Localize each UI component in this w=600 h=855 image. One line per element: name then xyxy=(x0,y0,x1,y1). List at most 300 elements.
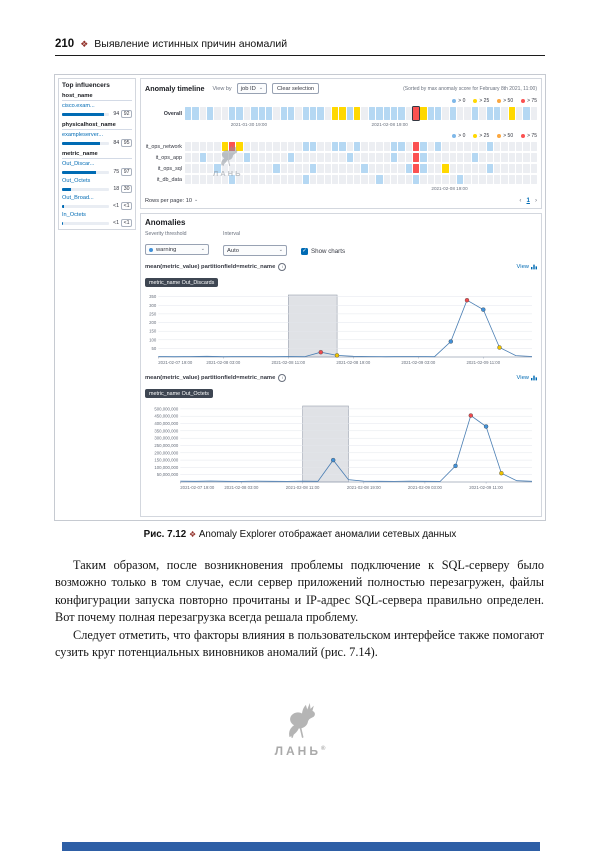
axis-date-label: 2021-02-08 19:00 xyxy=(431,186,468,191)
explorer-main-column xyxy=(140,78,542,517)
timeline-cell[interactable] xyxy=(361,175,367,184)
timeline-cell[interactable] xyxy=(295,153,301,162)
timeline-cell[interactable] xyxy=(332,153,338,162)
timeline-cell[interactable] xyxy=(325,107,331,120)
show-charts-checkbox[interactable] xyxy=(301,248,308,255)
timeline-cell[interactable] xyxy=(509,142,515,151)
timeline-cell[interactable] xyxy=(384,107,390,120)
timeline-cell[interactable] xyxy=(523,142,529,151)
timeline-cell[interactable] xyxy=(214,175,220,184)
timeline-cell[interactable] xyxy=(295,164,301,173)
influencer-max-score-badge: <1 xyxy=(121,219,132,227)
influencer-group xyxy=(62,93,132,118)
timeline-cell[interactable] xyxy=(464,164,470,173)
timeline-cell[interactable] xyxy=(376,107,382,120)
timeline-cell[interactable] xyxy=(236,164,242,173)
timeline-cell[interactable] xyxy=(354,142,360,151)
timeline-cell[interactable] xyxy=(317,164,323,173)
timeline-cell[interactable] xyxy=(207,175,213,184)
timeline-cell[interactable] xyxy=(406,153,412,162)
timeline-cell[interactable] xyxy=(325,142,331,151)
timeline-cell[interactable] xyxy=(384,142,390,151)
timeline-cell[interactable] xyxy=(450,164,456,173)
timeline-cell[interactable] xyxy=(487,175,493,184)
chart-plot[interactable] xyxy=(145,291,537,368)
timeline-cell[interactable] xyxy=(487,153,493,162)
timeline-cell[interactable] xyxy=(222,107,228,120)
timeline-cell[interactable] xyxy=(376,153,382,162)
timeline-cell[interactable] xyxy=(376,142,382,151)
timeline-cell[interactable] xyxy=(398,175,404,184)
timeline-cell[interactable] xyxy=(266,142,272,151)
timeline-cell[interactable] xyxy=(347,175,353,184)
timeline-cell[interactable] xyxy=(479,107,485,120)
show-charts-label: Show charts xyxy=(311,247,346,255)
view-chart-link[interactable]: View xyxy=(517,375,537,381)
timeline-cell[interactable] xyxy=(185,107,191,120)
severity-select[interactable] xyxy=(145,244,209,255)
influencer-item[interactable] xyxy=(62,195,132,210)
timeline-cell[interactable] xyxy=(266,175,272,184)
timeline-cell[interactable] xyxy=(273,153,279,162)
timeline-cell[interactable] xyxy=(310,142,316,151)
timeline-cell[interactable] xyxy=(259,153,265,162)
timeline-cell[interactable] xyxy=(457,153,463,162)
job-lane xyxy=(145,142,537,151)
timeline-cell[interactable] xyxy=(398,107,404,120)
timeline-cell[interactable] xyxy=(479,142,485,151)
timeline-cell[interactable] xyxy=(303,164,309,173)
timeline-cell[interactable] xyxy=(251,142,257,151)
timeline-cell[interactable] xyxy=(487,142,493,151)
rows-per-page-button[interactable] xyxy=(145,198,198,204)
timeline-cell[interactable] xyxy=(457,175,463,184)
timeline-cell[interactable] xyxy=(185,153,191,162)
svg-text:2021-02-07 19:00: 2021-02-07 19:00 xyxy=(180,484,215,490)
timeline-cell[interactable] xyxy=(332,175,338,184)
timeline-cell[interactable] xyxy=(295,142,301,151)
timeline-cell[interactable] xyxy=(457,107,463,120)
timeline-cell[interactable] xyxy=(214,142,220,151)
timeline-cell[interactable] xyxy=(464,175,470,184)
clear-selection-button[interactable]: Clear selection xyxy=(272,83,319,94)
legend-item: > 75 xyxy=(521,98,537,104)
job-lane-label: it_db_data xyxy=(156,176,182,183)
timeline-cell[interactable] xyxy=(487,164,493,173)
legend-item: > 0 xyxy=(452,133,465,139)
timeline-cell[interactable] xyxy=(428,175,434,184)
timeline-cell[interactable] xyxy=(310,107,316,120)
timeline-cell[interactable] xyxy=(244,153,250,162)
interval-value: Auto xyxy=(227,247,239,254)
timeline-cell[interactable] xyxy=(428,107,434,120)
timeline-cell[interactable] xyxy=(516,142,522,151)
timeline-cell[interactable] xyxy=(251,107,257,120)
timeline-cell[interactable] xyxy=(472,175,478,184)
timeline-cell[interactable] xyxy=(523,164,529,173)
info-icon[interactable]: i xyxy=(278,263,286,271)
timeline-cell[interactable] xyxy=(384,175,390,184)
timeline-cell[interactable] xyxy=(479,164,485,173)
timeline-cell[interactable] xyxy=(244,142,250,151)
caption-number: Рис. 7.12 xyxy=(143,529,187,540)
timeline-cell[interactable] xyxy=(222,175,228,184)
timeline-cell[interactable] xyxy=(303,153,309,162)
influencer-item[interactable] xyxy=(62,103,132,118)
next-page-button[interactable]: › xyxy=(534,197,537,204)
timeline-cell[interactable] xyxy=(376,175,382,184)
timeline-cell[interactable] xyxy=(339,175,345,184)
timeline-cell[interactable] xyxy=(273,175,279,184)
timeline-cell[interactable] xyxy=(244,107,250,120)
timeline-cell[interactable] xyxy=(420,164,426,173)
timeline-cell[interactable] xyxy=(472,107,478,120)
timeline-cell[interactable] xyxy=(464,153,470,162)
timeline-cell[interactable] xyxy=(398,153,404,162)
influencer-item[interactable] xyxy=(62,161,132,176)
timeline-cell[interactable] xyxy=(435,153,441,162)
chart-plot[interactable] xyxy=(145,402,537,493)
timeline-cell[interactable] xyxy=(501,142,507,151)
timeline-cell[interactable] xyxy=(494,164,500,173)
timeline-cell[interactable] xyxy=(317,175,323,184)
legend-item: > 75 xyxy=(521,133,537,139)
timeline-cell[interactable] xyxy=(288,164,294,173)
watermark-text: ЛАНЬ xyxy=(213,169,243,178)
timeline-cell[interactable] xyxy=(457,164,463,173)
timeline-cell[interactable] xyxy=(266,164,272,173)
job-swimlane[interactable] xyxy=(185,142,537,151)
timeline-cell[interactable] xyxy=(244,175,250,184)
timeline-cell[interactable] xyxy=(251,153,257,162)
timeline-cell[interactable] xyxy=(325,164,331,173)
timeline-cell[interactable] xyxy=(266,107,272,120)
timeline-cell[interactable] xyxy=(207,164,213,173)
overall-axis xyxy=(185,120,537,129)
timeline-cell[interactable] xyxy=(229,153,235,162)
timeline-cell[interactable] xyxy=(398,142,404,151)
timeline-cell[interactable] xyxy=(236,107,242,120)
timeline-cell[interactable] xyxy=(391,164,397,173)
timeline-cell[interactable] xyxy=(361,107,367,120)
timeline-cell[interactable] xyxy=(531,164,537,173)
timeline-cell[interactable] xyxy=(501,175,507,184)
timeline-cell[interactable] xyxy=(406,142,412,151)
timeline-cell[interactable] xyxy=(494,153,500,162)
timeline-cell[interactable] xyxy=(303,142,309,151)
timeline-cell[interactable] xyxy=(222,153,228,162)
view-chart-link[interactable]: View xyxy=(517,264,537,270)
timeline-cell[interactable] xyxy=(310,164,316,173)
timeline-cell[interactable] xyxy=(413,175,419,184)
timeline-cell[interactable] xyxy=(295,107,301,120)
timeline-cell[interactable] xyxy=(531,175,537,184)
timeline-cell[interactable] xyxy=(413,142,419,151)
influencer-score-bar xyxy=(62,142,109,145)
job-swimlane[interactable] xyxy=(185,153,537,162)
timeline-cell[interactable] xyxy=(229,107,235,120)
anomaly-chart xyxy=(145,263,537,368)
timeline-cell[interactable] xyxy=(435,164,441,173)
timeline-cell[interactable] xyxy=(501,153,507,162)
timeline-cell[interactable] xyxy=(487,107,493,120)
timeline-cell[interactable] xyxy=(259,142,265,151)
caption-diamond-icon: ❖ xyxy=(188,530,197,539)
timeline-cell[interactable] xyxy=(464,107,470,120)
timeline-cell[interactable] xyxy=(509,153,515,162)
timeline-cell[interactable] xyxy=(494,175,500,184)
timeline-cell[interactable] xyxy=(479,153,485,162)
timeline-cell[interactable] xyxy=(369,142,375,151)
timeline-cell[interactable] xyxy=(391,142,397,151)
timeline-cell[interactable] xyxy=(369,107,375,120)
timeline-cell[interactable] xyxy=(450,175,456,184)
timeline-cell[interactable] xyxy=(391,153,397,162)
timeline-cell[interactable] xyxy=(531,142,537,151)
overall-swimlane[interactable] xyxy=(185,107,537,120)
svg-text:300,000,000: 300,000,000 xyxy=(154,435,179,441)
anomaly-explorer-screenshot xyxy=(54,74,546,521)
timeline-cell[interactable] xyxy=(420,107,426,120)
timeline-cell[interactable] xyxy=(450,153,456,162)
timeline-cell[interactable] xyxy=(420,175,426,184)
timeline-cell[interactable] xyxy=(531,107,537,120)
timeline-cell[interactable] xyxy=(472,164,478,173)
timeline-cell[interactable] xyxy=(339,153,345,162)
timeline-cell[interactable] xyxy=(413,153,419,162)
timeline-cell[interactable] xyxy=(317,153,323,162)
timeline-cell[interactable] xyxy=(236,142,242,151)
timeline-cell[interactable] xyxy=(229,164,235,173)
timeline-cell[interactable] xyxy=(332,164,338,173)
timeline-cell[interactable] xyxy=(428,164,434,173)
timeline-cell[interactable] xyxy=(384,164,390,173)
timeline-cell[interactable] xyxy=(464,142,470,151)
timeline-cell[interactable] xyxy=(406,107,412,120)
timeline-cell[interactable] xyxy=(509,107,515,120)
legend-item: > 25 xyxy=(473,98,489,104)
timeline-cell[interactable] xyxy=(281,153,287,162)
timeline-cell[interactable] xyxy=(406,164,412,173)
timeline-cell[interactable] xyxy=(281,175,287,184)
timeline-cell[interactable] xyxy=(310,153,316,162)
job-swimlane[interactable] xyxy=(185,164,537,173)
timeline-cell[interactable] xyxy=(516,175,522,184)
timeline-cell[interactable] xyxy=(207,142,213,151)
timeline-cell[interactable] xyxy=(406,175,412,184)
running-head-title: Выявление истинных причин аномалий xyxy=(94,38,288,50)
timeline-cell[interactable] xyxy=(339,107,345,120)
timeline-cell[interactable] xyxy=(347,107,353,120)
timeline-cell[interactable] xyxy=(317,107,323,120)
timeline-cell[interactable] xyxy=(192,107,198,120)
timeline-cell[interactable] xyxy=(244,164,250,173)
timeline-cell[interactable] xyxy=(354,107,360,120)
timeline-cell[interactable] xyxy=(214,107,220,120)
timeline-cell[interactable] xyxy=(259,164,265,173)
timeline-cell[interactable] xyxy=(251,164,257,173)
timeline-cell[interactable] xyxy=(369,164,375,173)
timeline-cell[interactable] xyxy=(516,153,522,162)
timeline-cell[interactable] xyxy=(361,142,367,151)
timeline-cell[interactable] xyxy=(214,164,220,173)
timeline-cell[interactable] xyxy=(317,142,323,151)
timeline-cell[interactable] xyxy=(523,175,529,184)
timeline-cell[interactable] xyxy=(361,164,367,173)
timeline-cell[interactable] xyxy=(303,107,309,120)
timeline-cell[interactable] xyxy=(369,153,375,162)
timeline-cell[interactable] xyxy=(229,142,235,151)
timeline-cell[interactable] xyxy=(354,164,360,173)
info-icon[interactable]: i xyxy=(278,374,286,382)
timeline-cell[interactable] xyxy=(288,142,294,151)
timeline-cell[interactable] xyxy=(501,164,507,173)
timeline-cell[interactable] xyxy=(222,142,228,151)
timeline-cell[interactable] xyxy=(192,153,198,162)
influencer-item[interactable] xyxy=(62,132,132,147)
timeline-cell[interactable] xyxy=(428,153,434,162)
timeline-cell[interactable] xyxy=(442,164,448,173)
anomaly-chart xyxy=(145,374,537,493)
view-by-select[interactable] xyxy=(237,83,267,94)
timeline-cell[interactable] xyxy=(428,142,434,151)
timeline-cell[interactable] xyxy=(325,153,331,162)
timeline-cell[interactable] xyxy=(192,164,198,173)
timeline-cell[interactable] xyxy=(214,153,220,162)
timeline-cell[interactable] xyxy=(185,164,191,173)
timeline-cell[interactable] xyxy=(391,175,397,184)
timeline-cell[interactable] xyxy=(531,153,537,162)
timeline-cell[interactable] xyxy=(523,107,529,120)
timeline-cell[interactable] xyxy=(450,107,456,120)
page-1-button[interactable]: 1 xyxy=(526,197,530,204)
timeline-cell[interactable] xyxy=(310,175,316,184)
timeline-cell[interactable] xyxy=(259,107,265,120)
timeline-cell[interactable] xyxy=(347,142,353,151)
timeline-cell[interactable] xyxy=(435,107,441,120)
timeline-cell[interactable] xyxy=(251,175,257,184)
timeline-cell[interactable] xyxy=(361,153,367,162)
timeline-cell[interactable] xyxy=(516,164,522,173)
timeline-cell[interactable] xyxy=(207,107,213,120)
timeline-cell[interactable] xyxy=(207,153,213,162)
svg-text:2021-02-08 03:00: 2021-02-08 03:00 xyxy=(224,484,259,490)
timeline-cell[interactable] xyxy=(435,142,441,151)
timeline-cell[interactable] xyxy=(494,142,500,151)
timeline-cell[interactable] xyxy=(384,153,390,162)
influencer-score-bar xyxy=(62,171,109,174)
timeline-cell[interactable] xyxy=(281,107,287,120)
timeline-cell[interactable] xyxy=(523,153,529,162)
timeline-cell[interactable] xyxy=(442,153,448,162)
timeline-cell[interactable] xyxy=(457,142,463,151)
influencer-total: 84 xyxy=(113,140,120,146)
timeline-cell[interactable] xyxy=(501,107,507,120)
timeline-cell[interactable] xyxy=(222,164,228,173)
timeline-cell[interactable] xyxy=(347,153,353,162)
timeline-cell[interactable] xyxy=(236,153,242,162)
timeline-cell[interactable] xyxy=(288,175,294,184)
timeline-cell[interactable] xyxy=(442,142,448,151)
timeline-cell[interactable] xyxy=(391,107,397,120)
timeline-cell[interactable] xyxy=(509,164,515,173)
timeline-cell[interactable] xyxy=(288,107,294,120)
timeline-cell[interactable] xyxy=(200,107,206,120)
timeline-cell[interactable] xyxy=(185,142,191,151)
job-swimlane[interactable] xyxy=(185,175,537,184)
timeline-cell[interactable] xyxy=(259,175,265,184)
timeline-cell[interactable] xyxy=(303,175,309,184)
timeline-cell[interactable] xyxy=(288,153,294,162)
timeline-cell[interactable] xyxy=(273,164,279,173)
svg-text:450,000,000: 450,000,000 xyxy=(154,413,179,419)
timeline-cell[interactable] xyxy=(398,164,404,173)
svg-text:200: 200 xyxy=(149,319,157,325)
timeline-cell[interactable] xyxy=(413,164,419,173)
timeline-cell[interactable] xyxy=(479,175,485,184)
timeline-cell[interactable] xyxy=(516,107,522,120)
timeline-cell[interactable] xyxy=(442,107,448,120)
interval-select[interactable] xyxy=(223,245,287,256)
timeline-cell[interactable] xyxy=(420,153,426,162)
timeline-cell[interactable] xyxy=(354,153,360,162)
timeline-cell[interactable] xyxy=(200,142,206,151)
timeline-cell[interactable] xyxy=(339,164,345,173)
influencer-max-score-badge: 30 xyxy=(121,185,132,193)
timeline-cell[interactable] xyxy=(376,164,382,173)
timeline-cell[interactable] xyxy=(281,164,287,173)
timeline-cell[interactable] xyxy=(236,175,242,184)
prev-page-button[interactable]: ‹ xyxy=(519,197,522,204)
timeline-cell[interactable] xyxy=(332,142,338,151)
timeline-cell[interactable] xyxy=(369,175,375,184)
timeline-cell[interactable] xyxy=(420,142,426,151)
timeline-cell[interactable] xyxy=(347,164,353,173)
timeline-cell[interactable] xyxy=(200,164,206,173)
timeline-cell[interactable] xyxy=(332,107,338,120)
timeline-cell[interactable] xyxy=(354,175,360,184)
severity-value: warning xyxy=(156,246,177,253)
timeline-cell[interactable] xyxy=(339,142,345,151)
timeline-cell[interactable] xyxy=(442,175,448,184)
influencer-item[interactable] xyxy=(62,212,132,227)
timeline-cell[interactable] xyxy=(229,175,235,184)
timeline-cell[interactable] xyxy=(472,153,478,162)
timeline-cell[interactable] xyxy=(509,175,515,184)
timeline-cell[interactable] xyxy=(185,175,191,184)
influencer-item[interactable] xyxy=(62,178,132,193)
influencer-group xyxy=(62,122,132,147)
timeline-cell-selected[interactable] xyxy=(413,107,419,120)
timeline-cell[interactable] xyxy=(494,107,500,120)
timeline-cell[interactable] xyxy=(295,175,301,184)
legend-item: > 0 xyxy=(452,98,465,104)
timeline-cell[interactable] xyxy=(281,142,287,151)
timeline-cell[interactable] xyxy=(472,142,478,151)
timeline-cell[interactable] xyxy=(200,153,206,162)
timeline-cell[interactable] xyxy=(200,175,206,184)
severity-dot-icon xyxy=(521,99,525,103)
timeline-cell[interactable] xyxy=(325,175,331,184)
timeline-cell[interactable] xyxy=(273,142,279,151)
timeline-cell[interactable] xyxy=(266,153,272,162)
chart-icon xyxy=(531,264,537,270)
timeline-cell[interactable] xyxy=(450,142,456,151)
timeline-cell[interactable] xyxy=(192,175,198,184)
timeline-cell[interactable] xyxy=(435,175,441,184)
timeline-cell[interactable] xyxy=(192,142,198,151)
timeline-cell[interactable] xyxy=(273,107,279,120)
